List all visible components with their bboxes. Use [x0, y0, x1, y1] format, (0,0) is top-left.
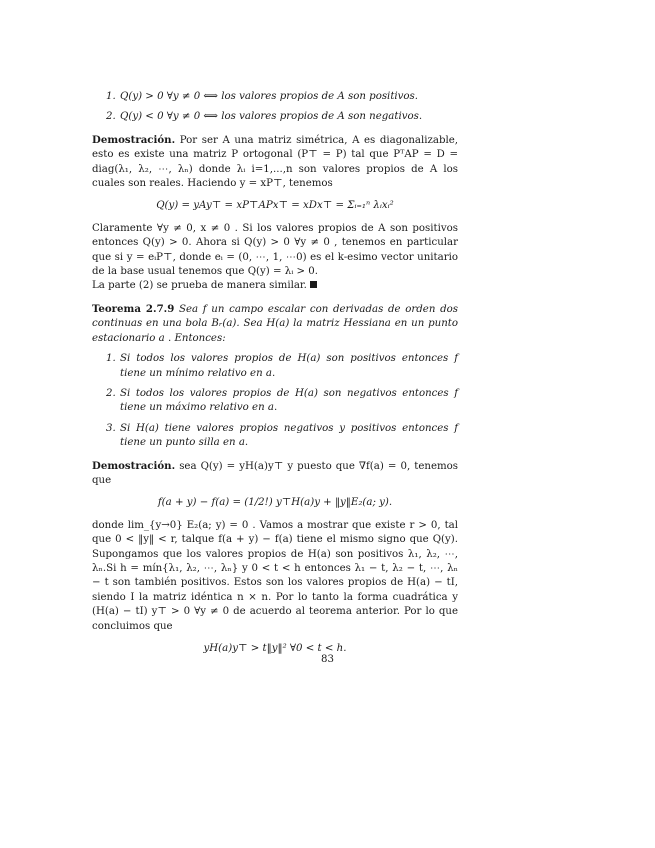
- equation: Q(y) = yAy⊤ = xP⊤APx⊤ = xDx⊤ = Σᵢ₌₁ⁿ λᵢxᵢ²: [156, 200, 394, 212]
- proof-text: sea Q(y) = yH(a)y⊤ y puesto que ∇f(a) = 0, tenemos que: [92, 460, 458, 486]
- item-number: 2.: [106, 387, 116, 399]
- equation: f(a + y) − f(a) = (1/2!) y⊤H(a)y + ‖y‖E₂(a; y).: [157, 497, 393, 509]
- page-number: 83: [321, 654, 334, 665]
- theorem-text: Sea f un campo escalar con derivadas de orden dos continuas en una bola Bᵣ(a). Sea H(a) la matriz Hessiana en un punto estacionario a . Entonces:: [92, 303, 458, 344]
- item-math: Q(y) > 0 ∀y ≠ 0 ⟺: [120, 91, 219, 102]
- proof-label: Demostración.: [92, 459, 176, 472]
- list-item: [106, 352, 458, 381]
- list-item: [106, 422, 458, 451]
- equation: yH(a)y⊤ > t‖y‖² ∀0 < t < h.: [203, 643, 347, 654]
- item-text: Si todos los valores propios de H(a) son positivos entonces f tiene un mínimo relativo en a.: [120, 353, 458, 379]
- item-number: 3.: [106, 422, 116, 434]
- item-text: los valores propios de A son positivos.: [221, 91, 419, 102]
- item-text: los valores propios de A son negativos.: [221, 111, 423, 123]
- item-text: Si todos los valores propios de H(a) son negativos entonces f tiene un máximo relativo en a.: [120, 387, 458, 414]
- item-math: Q(y) < 0 ∀y ≠ 0 ⟺: [120, 111, 219, 123]
- proof-text-2: Claramente ∀y ≠ 0, x ≠ 0 . Si los valores propios de A son positivos entonces Q(y) > 0. Ahora si Q(y) > 0 ∀y ≠ 0 , tenemos en particular que si y = eᵢP⊤, donde eᵢ = (0, ⋯, 1, ⋯0) es el k-esimo vector unitario de la base usual tenemos que Q(y) = λᵢ > 0.: [92, 222, 458, 278]
- item-number: 1.: [106, 91, 116, 102]
- item-number: 2.: [106, 111, 116, 123]
- qed-icon: [310, 281, 317, 288]
- theorem-label: Teorema 2.7.9: [92, 302, 175, 315]
- list-item: [106, 110, 458, 124]
- proof-label: Demostración.: [92, 133, 176, 146]
- proof-text-3: La parte (2) se prueba de manera similar.: [92, 279, 458, 293]
- proof-text-2: donde lim_{y→0} E₂(a; y) = 0 . Vamos a mostrar que existe r > 0, tal que 0 < ‖y‖ < r, talque f(a + y) − f(a) tiene el mismo signo que Q(y). Supongamos que los valores propios de H(a) son positivos λ₁, λ₂, ⋯, λₙ.Si h = mín{λ₁, λ₂, ⋯, λₙ} y 0 < t < h entonces λ₁ − t, λ₂ − t, ⋯, λₙ − t son también positivos. Estos son los valores propios de H(a) − tI, siendo I la matriz idéntica n × n. Por lo tanto la forma cuadrática y (H(a) − tI) y⊤ > 0 ∀y ≠ 0 de acuerdo al teorema anterior. Por lo que concluimos que: [92, 519, 458, 632]
- list-item: [106, 90, 458, 104]
- list-item: [106, 387, 458, 416]
- item-text: Si H(a) tiene valores propios negativos y positivos entonces f tiene un punto silla en a.: [120, 422, 458, 449]
- proof-text: Por ser A una matriz simétrica, A es diagonalizable, esto es existe una matriz P ortogonal (P⊤ = P) tal que PᵀAP = D = diag(λ₁, λ₂, ⋯, λₙ) donde λᵢ i=1,...,n son valores propios de A los cuales son reales. Haciendo y = xP⊤, tenemos: [92, 134, 458, 190]
- proof-2: [92, 459, 458, 489]
- theorem-list: [92, 352, 458, 450]
- item-number: 1.: [106, 353, 116, 365]
- list-1: [92, 90, 458, 125]
- page-body: [92, 84, 458, 664]
- proof-1: [92, 133, 458, 192]
- theorem: [92, 302, 458, 346]
